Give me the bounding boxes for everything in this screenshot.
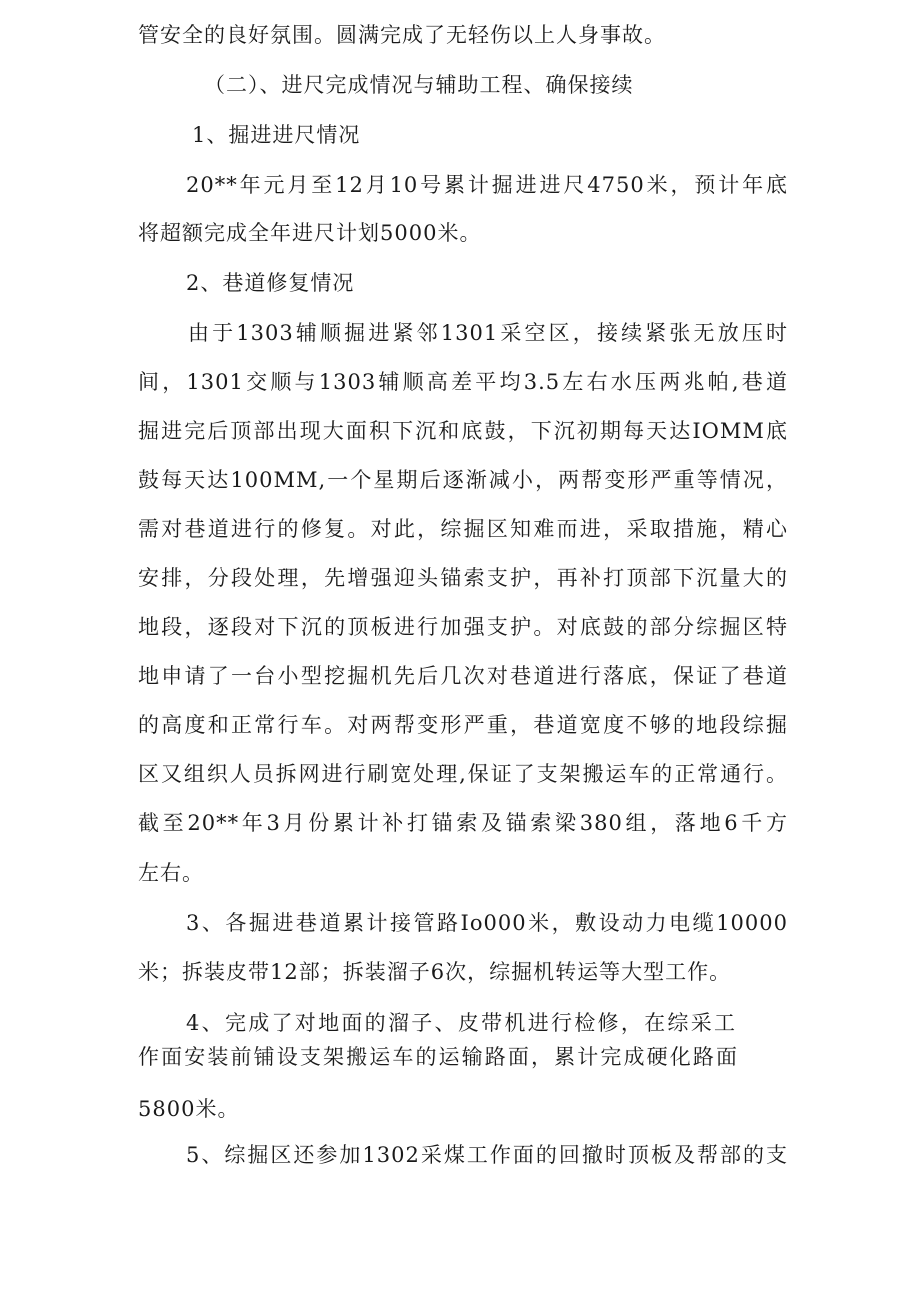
paragraph-line: 左右。 <box>138 861 204 885</box>
paragraph-line: 3、各掘进巷道累计接管路Io000米，敷设动力电缆10000 <box>186 911 788 935</box>
paragraph-line: 地申请了一台小型挖掘机先后几次对巷道进行落底，保证了巷道 <box>138 664 788 688</box>
paragraph-line: 截至20**年3月份累计补打锚索及锚索梁380组，落地6千方 <box>138 811 788 835</box>
subheading: 1、掘进进尺情况 <box>192 123 361 147</box>
subheading: 2、巷道修复情况 <box>186 271 355 295</box>
paragraph-line: 作面安装前铺设支架搬运车的运输路面，累计完成硬化路面 <box>138 1045 738 1069</box>
paragraph-line: 安排，分段处理，先增强迎头锚索支护，再补打顶部下沉量大的 <box>138 566 788 590</box>
paragraph-line: 需对巷道进行的修复。对此，综掘区知难而进，采取措施，精心 <box>138 517 788 541</box>
paragraph-line: 间，1301交顺与1303辅顺高差平均3.5左右水压两兆帕,巷道 <box>138 370 788 394</box>
paragraph-line: 由于1303辅顺掘进紧邻1301采空区，接续紧张无放压时 <box>188 321 788 345</box>
section-heading: （二）、进尺完成情况与辅助工程、确保接续 <box>204 73 634 97</box>
paragraph-line: 米；拆装皮带12部；拆装溜子6次，综掘机转运等大型工作。 <box>138 960 732 984</box>
paragraph-line: 5800米。 <box>138 1097 240 1121</box>
paragraph-line: 掘进完后顶部出现大面积下沉和底鼓，下沉初期每天达IOMM底 <box>138 419 788 443</box>
paragraph-line: 4、完成了对地面的溜子、皮带机进行检修，在综采工 <box>186 1011 736 1035</box>
paragraph-line: 20**年元月至12月10号累计掘进进尺4750米，预计年底 <box>186 173 788 197</box>
paragraph-line: 鼓每天达100MM,一个星期后逐渐减小，两帮变形严重等情况， <box>138 468 788 492</box>
paragraph-line: 将超额完成全年进尺计划5000米。 <box>138 221 482 245</box>
paragraph-line: 的高度和正常行车。对两帮变形严重，巷道宽度不够的地段综掘 <box>138 713 788 737</box>
paragraph-line: 地段，逐段对下沉的顶板进行加强支护。对底鼓的部分综掘区特 <box>138 615 788 639</box>
text-line: 管安全的良好氛围。圆满完成了无轻伤以上人身事故。 <box>138 23 666 47</box>
paragraph-line: 区又组织人员拆网进行刷宽处理,保证了支架搬运车的正常通行。 <box>138 762 788 786</box>
paragraph-line: 5、综掘区还参加1302采煤工作面的回撤时顶板及帮部的支 <box>186 1143 788 1167</box>
